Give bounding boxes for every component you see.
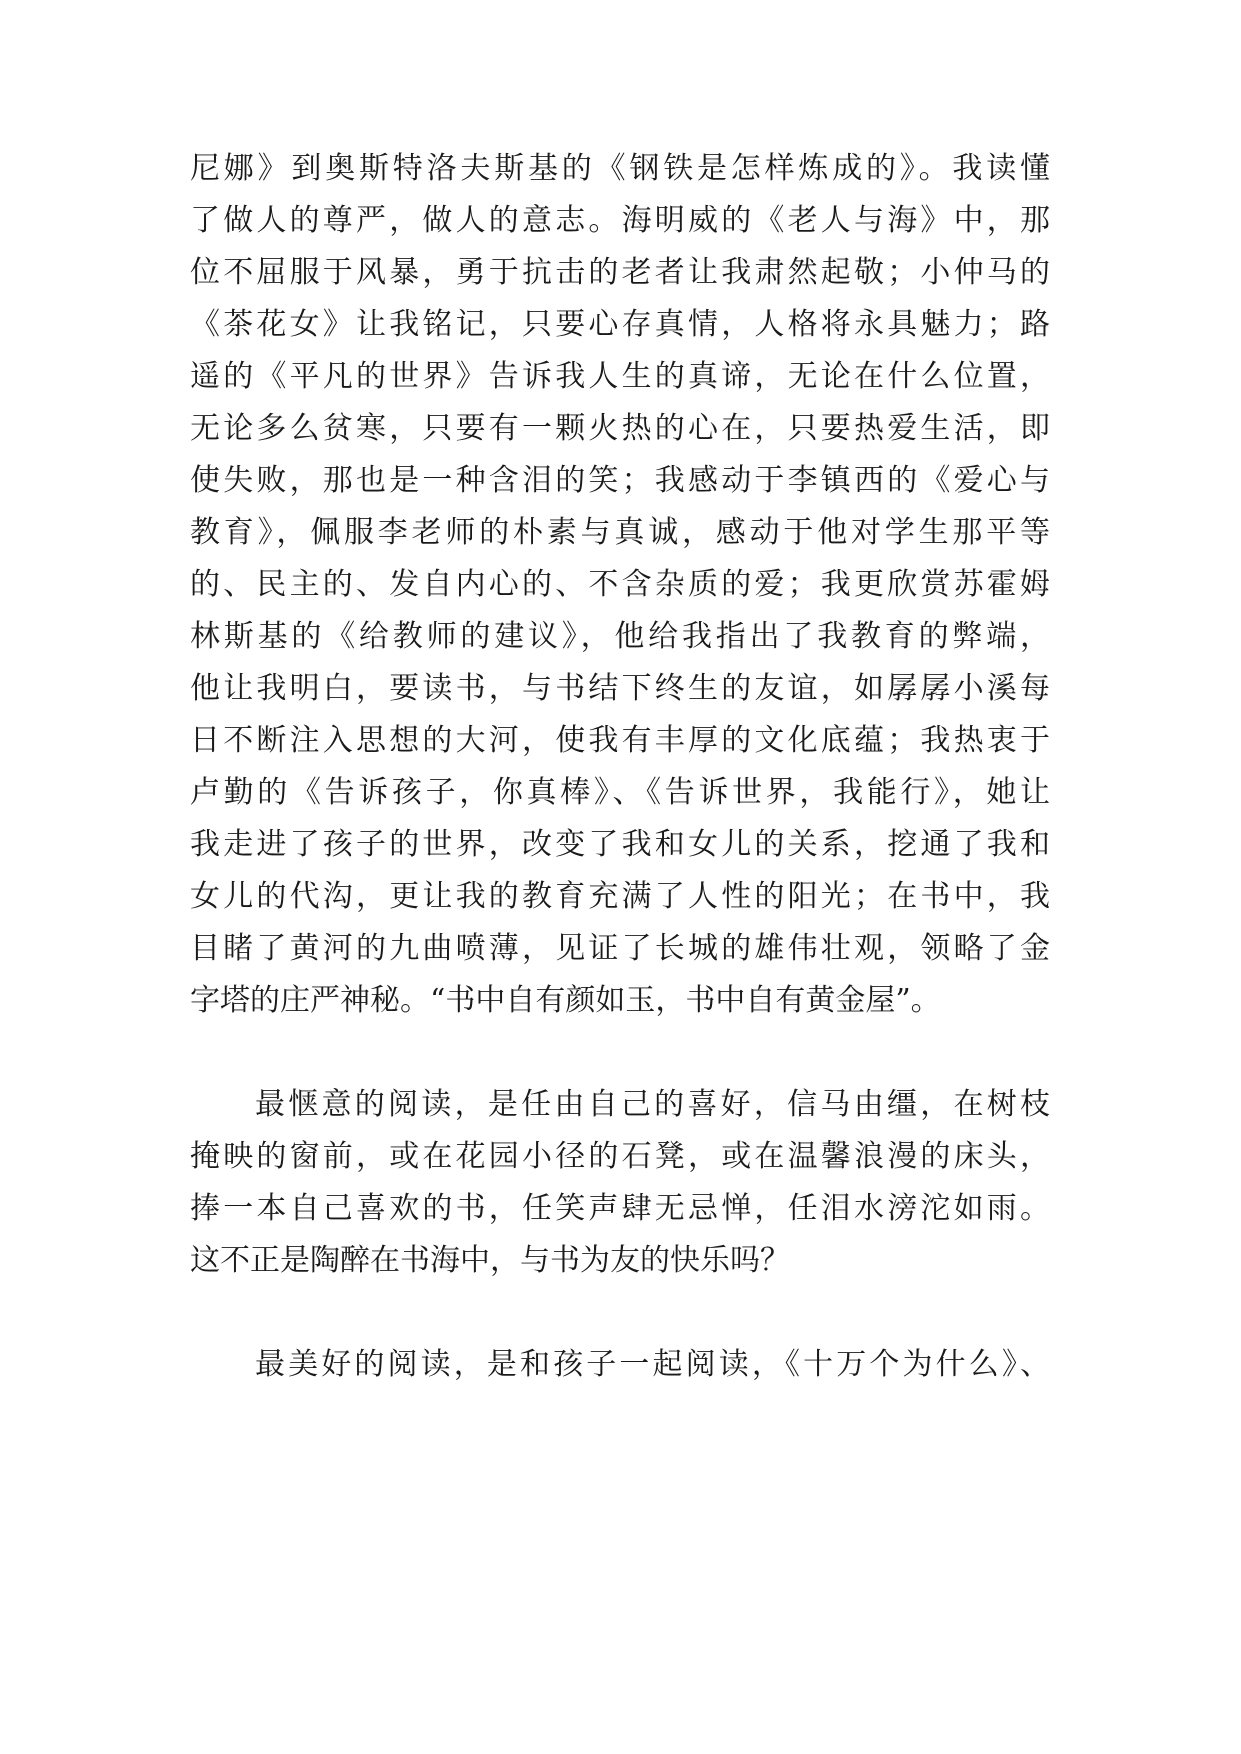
paragraph-line: 字塔的庄严神秘。“书中自有颜如玉，书中自有黄金屋”。 — [190, 983, 941, 1018]
paragraph-line: 尼娜》到奥斯特洛夫斯基的《钢铁是怎样炼成的》。我读懂 — [190, 151, 1050, 186]
paragraph-line: 林斯基的《给教师的建议》，他给我指出了我教育的弊端， — [190, 619, 1050, 654]
paragraph-line: 他让我明白，要读书，与书结下终生的友谊，如孱孱小溪每 — [190, 671, 1050, 706]
paragraph-line: 位不屈服于风暴，勇于抗击的老者让我肃然起敬；小仲马的 — [190, 255, 1050, 290]
paragraph-line: 捧一本自己喜欢的书，任笑声肆无忌惮，任泪水滂沱如雨。 — [190, 1191, 1050, 1226]
paragraph-line: 教育》，佩服李老师的朴素与真诚，感动于他对学生那平等 — [190, 515, 1050, 550]
paragraph-line: 遥的《平凡的世界》告诉我人生的真谛，无论在什么位置， — [190, 359, 1050, 394]
paragraph-line: 我走进了孩子的世界，改变了我和女儿的关系，挖通了我和 — [190, 827, 1050, 862]
paragraph-line: 掩映的窗前，或在花园小径的石凳，或在温馨浪漫的床头， — [190, 1139, 1050, 1174]
paragraph-line: 使失败，那也是一种含泪的笑；我感动于李镇西的《爱心与 — [190, 463, 1050, 498]
paragraph-line: 卢勤的《告诉孩子，你真棒》、《告诉世界，我能行》，她让 — [190, 775, 1050, 810]
paragraph-line: 无论多么贫寒，只要有一颗火热的心在，只要热爱生活，即 — [190, 411, 1050, 446]
paragraph-line: 最美好的阅读，是和孩子一起阅读，《十万个为什么》、 — [255, 1347, 1050, 1382]
paragraph-line: 最惬意的阅读，是任由自己的喜好，信马由缰，在树枝 — [255, 1087, 1050, 1122]
paragraph-line: 目睹了黄河的九曲喷薄，见证了长城的雄伟壮观，领略了金 — [190, 931, 1050, 966]
paragraph-line: 《茶花女》让我铭记，只要心存真情，人格将永具魅力；路 — [190, 307, 1050, 342]
paragraph-line: 这不正是陶醉在书海中，与书为友的快乐吗？ — [190, 1243, 790, 1278]
paragraph-line: 的、民主的、发自内心的、不含杂质的爱；我更欣赏苏霍姆 — [190, 567, 1050, 602]
paragraph-line: 了做人的尊严，做人的意志。海明威的《老人与海》中，那 — [190, 203, 1050, 238]
paragraph-line: 日不断注入思想的大河，使我有丰厚的文化底蕴；我热衷于 — [190, 723, 1050, 758]
paragraph-line: 女儿的代沟，更让我的教育充满了人性的阳光；在书中，我 — [190, 879, 1050, 914]
